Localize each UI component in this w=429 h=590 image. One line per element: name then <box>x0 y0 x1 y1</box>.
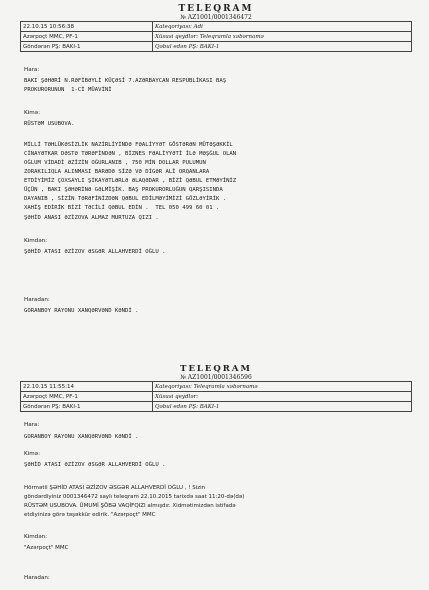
kime-label: Kimə: <box>24 451 40 457</box>
body-line: MİLLİ TƏHLÜKƏSİZLİK NAZİRLİYİNDƏ FƏALİYYƏT GÖSTƏRƏN MÜTƏŞƏKKİL <box>24 142 233 148</box>
haradan-label: Haradan: <box>24 297 50 303</box>
body-line: OĞLUM VİDADİ ƏZİZİN OĞURLANIB , 750 MİN DOLLAR PULUMUN <box>24 160 206 166</box>
kime-value: RÜSTƏM USUBOVA. <box>24 121 75 127</box>
hara-value: GORANBOY RAYONU XANQƏRVƏND KƏNDİ . <box>24 434 139 440</box>
date-time-cell: 22.10.15 11:55:14 <box>21 382 153 392</box>
kime-value: ŞƏHİD ATASI ƏZİZOV ƏSGƏR ALLAHVERDİ OĞLU . <box>24 462 166 468</box>
hara-label: Hara: <box>24 422 40 428</box>
category-cell: Kateqoriyası: Adi <box>153 22 412 32</box>
body-line: Hörmətli ŞƏHİD ATASI ƏZİZOV ƏSGƏR ALLAHVERDİ OĞLU , ! Sizin <box>24 485 206 491</box>
body-line: XAHİŞ EDİRİK BİZİ TƏCİLİ QƏBUL EDİN . TEL 050 499 60 01 . <box>24 205 220 211</box>
body-line: RÜSTƏM USUBOVA. ÜMUMİ ŞÖBƏ VAQİFQIZI almışdır. Xidmətimizdən istifadə <box>24 503 236 509</box>
sender-office-cell: Göndərən PŞ: BAKI-1 <box>21 42 153 52</box>
body-line: ÜÇÜN , BAKI ŞƏHƏRİNƏ GƏLMİŞİK. BAŞ PROKURORLUĞUN QARŞISINDA <box>24 187 223 193</box>
haradan-value: GORANBOY RAYONU XANQƏRVƏND KƏNDİ . <box>24 308 139 314</box>
body-line: CİNAYƏTKAR DƏSTƏ TƏRƏFİNDƏN , BİZNES FƏALİYYƏTİ İLƏ MƏŞĞUL OLAN <box>24 151 237 157</box>
kimden-value: "Azərpoçt" MMC <box>24 545 69 551</box>
body-line: etdiyinizə görə təşəkkür edirik. "Azərpoçt" MMC <box>24 512 156 518</box>
receiver-office-cell: Qəbul edən PŞ: BAKI-1 <box>153 42 412 52</box>
body-line: ETDİYİMİZ ÇOXSAYLI ŞİKAYƏTLƏRLƏ ƏLAQƏDAR , BİZİ QƏBUL ETMƏYİNİZ <box>24 178 237 184</box>
body-line: ZORAKILIQLA ALINMASI BARƏDƏ SİZƏ VƏ DİGƏR ALİ ORQANLARA <box>24 169 210 175</box>
sender-office-cell: Göndərən PŞ: BAKI-1 <box>21 402 153 412</box>
special-notes-cell: Xüsusi qeydlər: <box>153 392 412 402</box>
hara-line-1: BAKI ŞƏHƏRİ N.RƏFİBƏYLİ KÜÇƏSİ 7.AZƏRBAYCAN RESPUBLİKASI BAŞ <box>24 78 227 84</box>
haradan-label: Haradan: <box>24 575 50 581</box>
telegram-number: № AZ1001/0001346472 <box>180 14 252 21</box>
date-time-cell: 22.10.15 10:56:38 <box>21 22 153 32</box>
special-notes-cell: Xüsusi qeydlər: Teleqramla xəbərnamə <box>153 32 412 42</box>
body-line: göndərdiyiniz 0001346472 saylı teleqram 22.10.2015 tarixdə saat 11:20-də(də) <box>24 494 245 500</box>
hara-line-2: PROKURORUNUN 1-Cİ MÜAVİNİ <box>24 87 112 93</box>
telegram-number: № AZ1001/0001346596 <box>180 374 252 381</box>
telegram-title: TELEQRAM <box>180 364 252 374</box>
telegram-top <box>20 4 412 52</box>
kime-label: Kimə: <box>24 110 40 116</box>
telegram-header-table <box>20 381 412 412</box>
telegram-bottom <box>20 364 412 412</box>
kimden-value: ŞƏHİD ATASI ƏZİZOV ƏSGƏR ALLAHVERDİ OĞLU . <box>24 249 166 255</box>
telegram-title: TELEQRAM <box>178 4 254 14</box>
office-cell: Azərpoçt MMC, PF-1 <box>21 32 153 42</box>
category-cell: Kateqoriyası: Teleqramla xəbərnamə <box>153 382 412 392</box>
body-line: DAYANIB , SİZİN TƏRƏFİNİZDƏN QƏBUL EDİLMƏYİMİZİ GÖZLƏYİRİK . <box>24 196 227 202</box>
receiver-office-cell: Qəbul edən PŞ: BAKI-1 <box>153 402 412 412</box>
kimden-label: Kimdən: <box>24 534 48 540</box>
office-cell: Azərpoçt MMC, PF-1 <box>21 392 153 402</box>
telegram-header-table <box>20 21 412 52</box>
kimden-label: Kimdən: <box>24 238 48 244</box>
body-line: ŞƏHİD ANASI ƏZİZOVA ALMAZ MURTUZA QIZI . <box>24 215 159 221</box>
hara-label: Hara: <box>24 67 40 73</box>
